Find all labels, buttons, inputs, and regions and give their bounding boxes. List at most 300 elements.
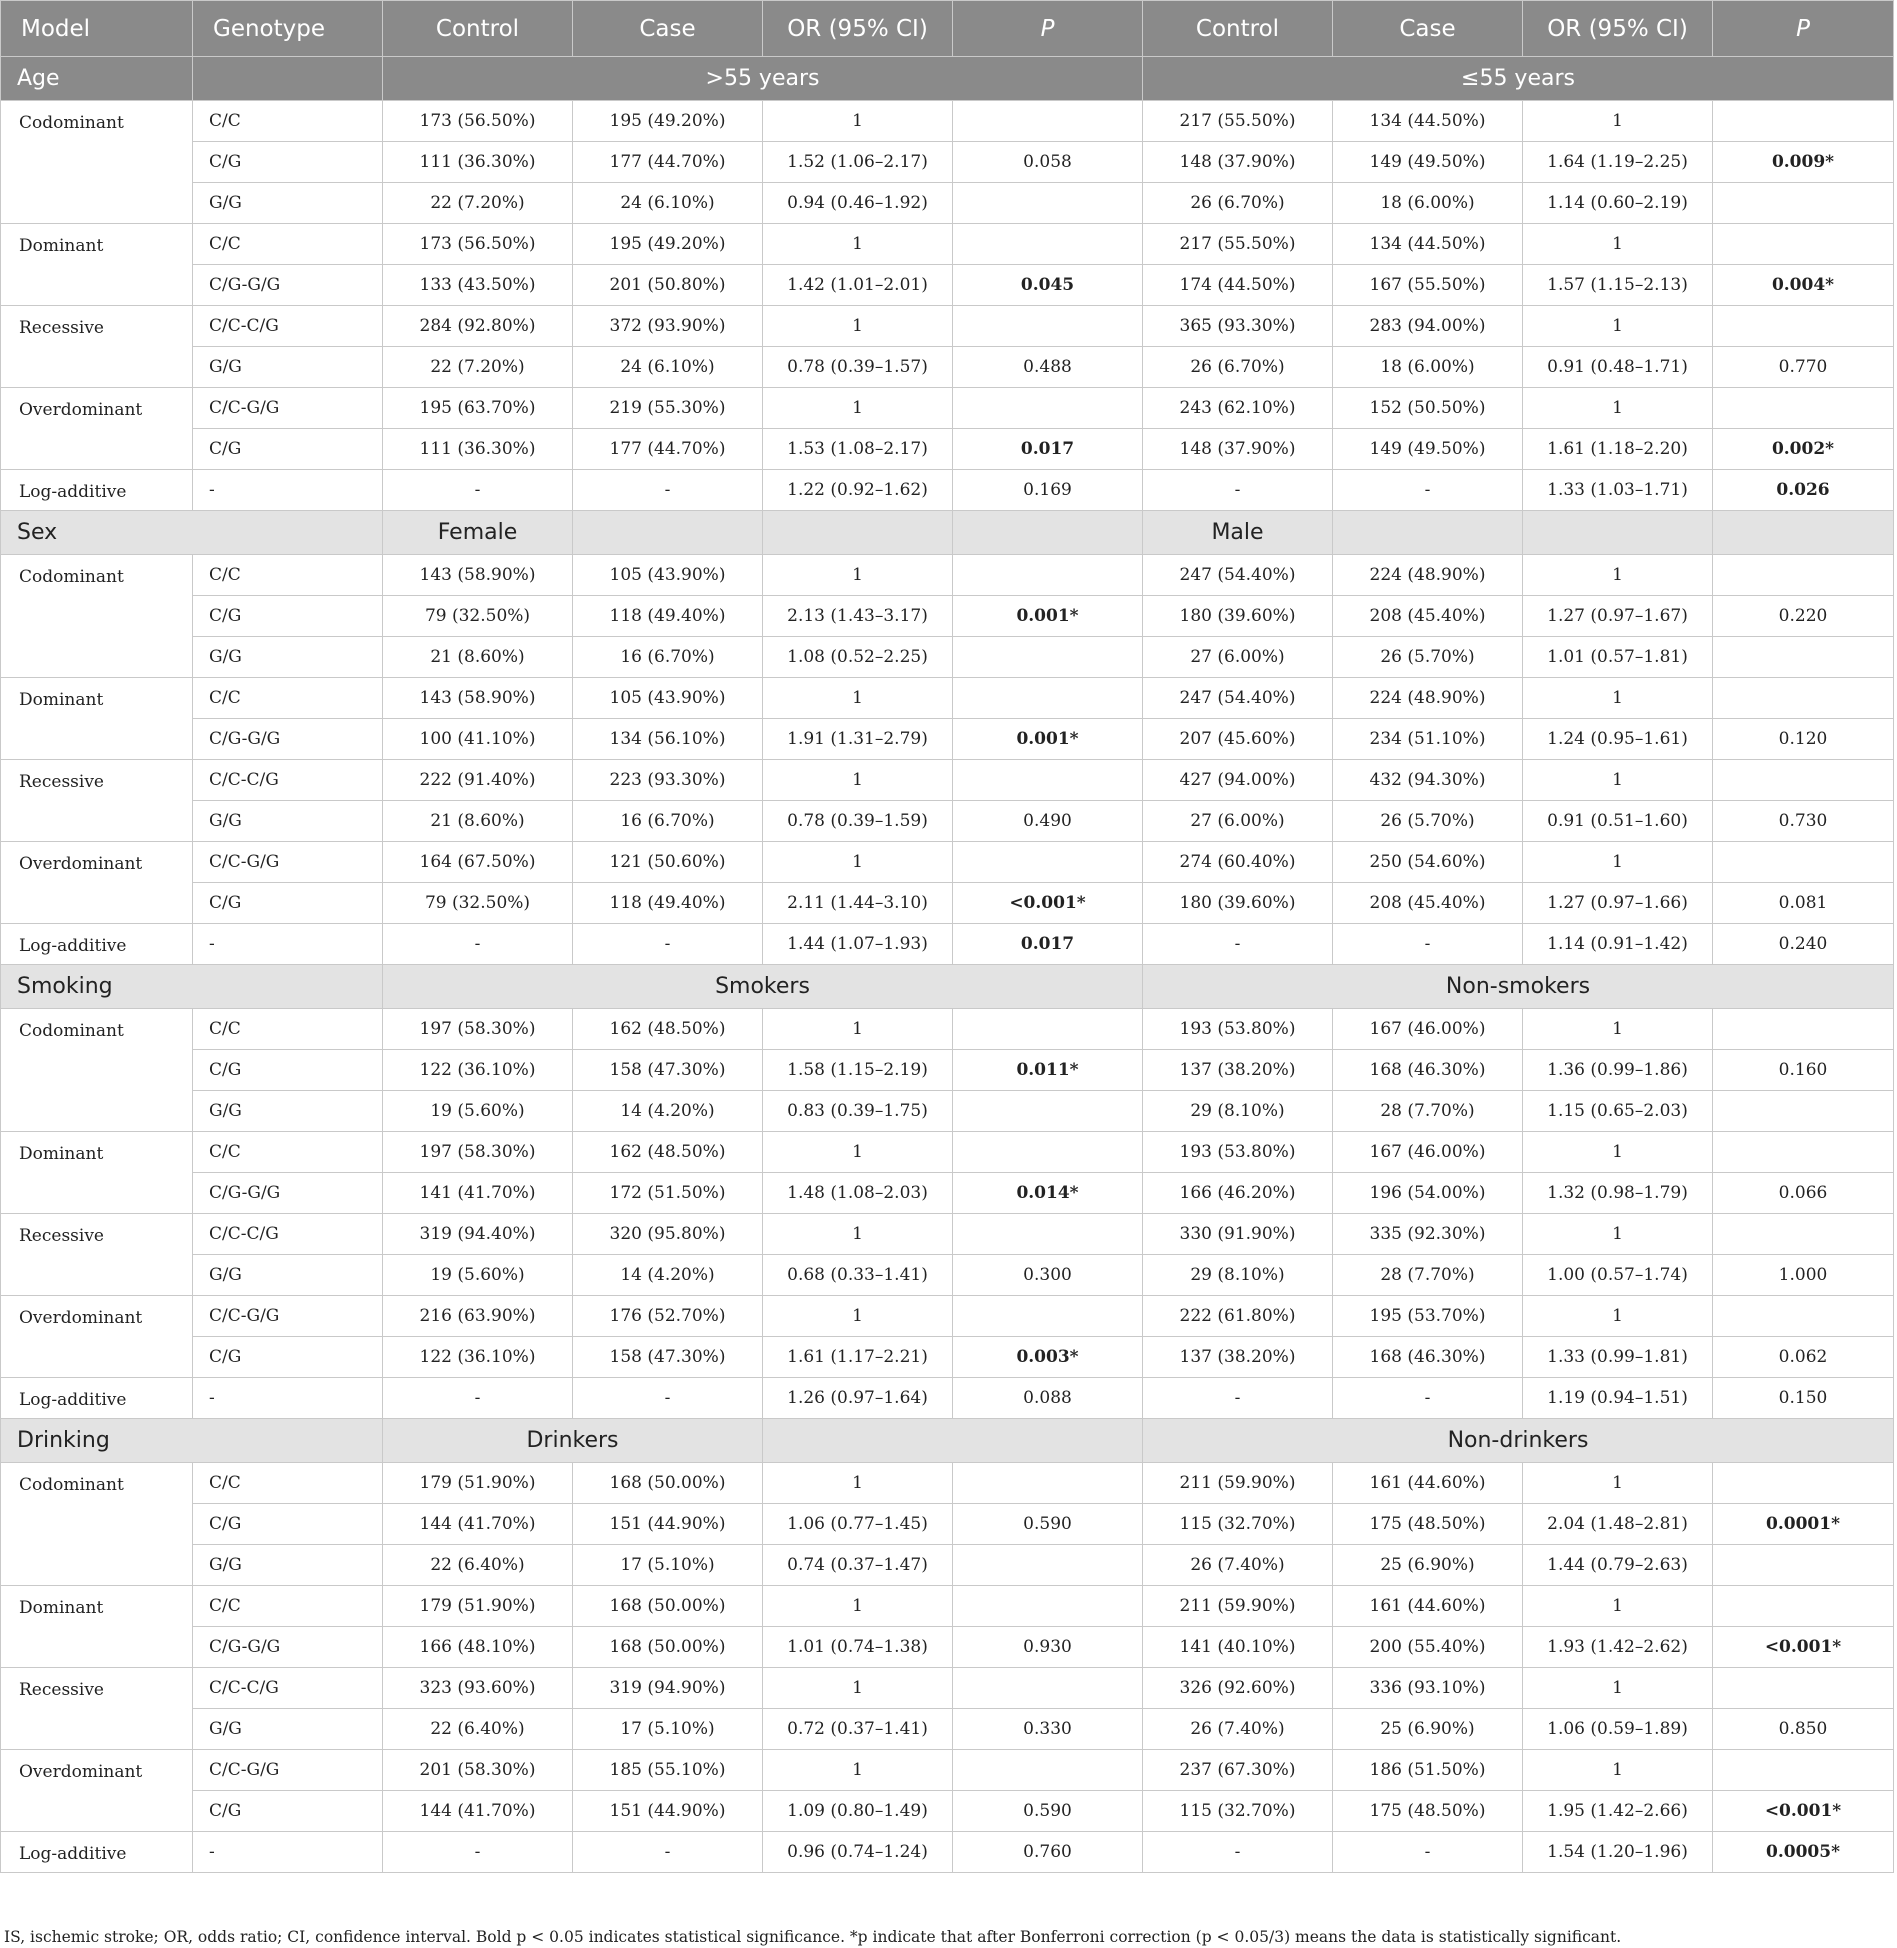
table-row xyxy=(1,470,1894,511)
cell-p-left xyxy=(953,306,1143,347)
header-genotype: Genotype xyxy=(193,1,383,57)
cell-control-left: - xyxy=(383,924,573,965)
cell-control-left: 144 (41.70%) xyxy=(383,1791,573,1832)
cell-or-left: 1 xyxy=(763,388,953,429)
cell-p-right xyxy=(1713,1750,1894,1791)
cell-genotype: C/G xyxy=(193,1050,383,1091)
cell-control-right: 211 (59.90%) xyxy=(1143,1586,1333,1627)
cell-p-right xyxy=(1713,1091,1894,1132)
cell-model: Log-additive xyxy=(1,924,193,965)
table-row xyxy=(1,1750,1894,1791)
header-model: Model xyxy=(1,1,193,57)
cell-p-right: 0.066 xyxy=(1713,1173,1894,1214)
cell-genotype: C/C xyxy=(193,555,383,596)
header-p-left: P xyxy=(953,1,1143,57)
cell-p-left: 0.169 xyxy=(953,470,1143,511)
group-label: Smoking xyxy=(1,965,383,1009)
cell-genotype: C/G-G/G xyxy=(193,1627,383,1668)
table-row xyxy=(1,265,1894,306)
cell-p-left: 0.590 xyxy=(953,1791,1143,1832)
table-row xyxy=(1,1009,1894,1050)
header-case-right: Case xyxy=(1333,1,1523,57)
cell-genotype: C/C xyxy=(193,678,383,719)
cell-genotype: G/G xyxy=(193,1545,383,1586)
cell-control-right: 326 (92.60%) xyxy=(1143,1668,1333,1709)
cell-control-right: 141 (40.10%) xyxy=(1143,1627,1333,1668)
cell-or-left: 1 xyxy=(763,760,953,801)
cell-or-right: 1.00 (0.57–1.74) xyxy=(1523,1255,1713,1296)
cell-genotype: C/G xyxy=(193,429,383,470)
cell-model: Dominant xyxy=(1,678,193,760)
group-right-label: Male xyxy=(1143,511,1333,555)
group-label: Sex xyxy=(1,511,383,555)
cell-model: Dominant xyxy=(1,224,193,306)
table-row xyxy=(1,142,1894,183)
cell-p-right xyxy=(1713,1463,1894,1504)
cell-control-left: 22 (7.20%) xyxy=(383,347,573,388)
cell-model: Overdominant xyxy=(1,1296,193,1378)
cell-case-left: 17 (5.10%) xyxy=(573,1545,763,1586)
cell-control-left: 284 (92.80%) xyxy=(383,306,573,347)
cell-case-right: 167 (46.00%) xyxy=(1333,1132,1523,1173)
cell-or-right: 1.06 (0.59–1.89) xyxy=(1523,1709,1713,1750)
cell-p-left xyxy=(953,388,1143,429)
cell-or-right: 1 xyxy=(1523,101,1713,142)
cell-p-left xyxy=(953,183,1143,224)
group-left-label: Drinkers xyxy=(383,1419,763,1463)
cell-or-left: 0.74 (0.37–1.47) xyxy=(763,1545,953,1586)
cell-p-left: 0.330 xyxy=(953,1709,1143,1750)
cell-genotype: C/G-G/G xyxy=(193,1173,383,1214)
cell-control-right: 330 (91.90%) xyxy=(1143,1214,1333,1255)
cell-genotype: C/C xyxy=(193,1463,383,1504)
cell-genotype: G/G xyxy=(193,1255,383,1296)
cell-model: Codominant xyxy=(1,1463,193,1586)
cell-or-left: 1 xyxy=(763,1132,953,1173)
table-row xyxy=(1,224,1894,265)
cell-case-left: 24 (6.10%) xyxy=(573,183,763,224)
cell-control-left: 173 (56.50%) xyxy=(383,101,573,142)
cell-or-right: 1 xyxy=(1523,678,1713,719)
cell-case-right: 234 (51.10%) xyxy=(1333,719,1523,760)
cell-p-right xyxy=(1713,842,1894,883)
cell-or-right: 1.24 (0.95–1.61) xyxy=(1523,719,1713,760)
cell-case-right: 168 (46.30%) xyxy=(1333,1337,1523,1378)
cell-genotype: C/C xyxy=(193,224,383,265)
table-row xyxy=(1,306,1894,347)
cell-case-right: 134 (44.50%) xyxy=(1333,224,1523,265)
table-row xyxy=(1,1337,1894,1378)
cell-or-left: 1.06 (0.77–1.45) xyxy=(763,1504,953,1545)
cell-p-left xyxy=(953,224,1143,265)
cell-control-right: 26 (6.70%) xyxy=(1143,347,1333,388)
cell-model: Recessive xyxy=(1,1668,193,1750)
cell-p-right: 0.002* xyxy=(1713,429,1894,470)
table-row xyxy=(1,1709,1894,1750)
cell-case-left: 105 (43.90%) xyxy=(573,678,763,719)
cell-model: Log-additive xyxy=(1,1378,193,1419)
table-row xyxy=(1,1504,1894,1545)
cell-or-right: 0.91 (0.48–1.71) xyxy=(1523,347,1713,388)
cell-control-left: 21 (8.60%) xyxy=(383,801,573,842)
cell-control-right: 148 (37.90%) xyxy=(1143,142,1333,183)
cell-p-right xyxy=(1713,637,1894,678)
cell-genotype: C/G xyxy=(193,1337,383,1378)
cell-p-left: 0.488 xyxy=(953,347,1143,388)
cell-or-left: 1 xyxy=(763,1586,953,1627)
cell-p-left xyxy=(953,1091,1143,1132)
cell-case-right: 28 (7.70%) xyxy=(1333,1255,1523,1296)
cell-or-left: 1 xyxy=(763,555,953,596)
cell-or-right: 1.33 (1.03–1.71) xyxy=(1523,470,1713,511)
table-row xyxy=(1,1463,1894,1504)
group-blank xyxy=(1523,511,1713,555)
cell-p-left: 0.011* xyxy=(953,1050,1143,1091)
cell-control-left: - xyxy=(383,470,573,511)
table-row xyxy=(1,1791,1894,1832)
cell-control-right: 29 (8.10%) xyxy=(1143,1255,1333,1296)
cell-case-left: 168 (50.00%) xyxy=(573,1463,763,1504)
cell-control-right: 26 (7.40%) xyxy=(1143,1709,1333,1750)
cell-case-right: 134 (44.50%) xyxy=(1333,101,1523,142)
cell-control-right: 193 (53.80%) xyxy=(1143,1132,1333,1173)
cell-genotype: C/C-C/G xyxy=(193,760,383,801)
cell-or-right: 1 xyxy=(1523,1586,1713,1627)
cell-case-left: - xyxy=(573,470,763,511)
cell-control-right: 207 (45.60%) xyxy=(1143,719,1333,760)
cell-control-left: 319 (94.40%) xyxy=(383,1214,573,1255)
cell-case-right: 283 (94.00%) xyxy=(1333,306,1523,347)
cell-p-left xyxy=(953,1009,1143,1050)
cell-case-left: 185 (55.10%) xyxy=(573,1750,763,1791)
cell-or-right: 1.36 (0.99–1.86) xyxy=(1523,1050,1713,1091)
cell-genotype: C/C-G/G xyxy=(193,842,383,883)
cell-or-right: 2.04 (1.48–2.81) xyxy=(1523,1504,1713,1545)
cell-or-right: 1.01 (0.57–1.81) xyxy=(1523,637,1713,678)
cell-p-right: <0.001* xyxy=(1713,1627,1894,1668)
cell-p-left xyxy=(953,1132,1143,1173)
cell-control-right: 193 (53.80%) xyxy=(1143,1009,1333,1050)
cell-control-left: - xyxy=(383,1378,573,1419)
table-row xyxy=(1,429,1894,470)
cell-control-right: 211 (59.90%) xyxy=(1143,1463,1333,1504)
cell-p-right xyxy=(1713,306,1894,347)
cell-case-right: 196 (54.00%) xyxy=(1333,1173,1523,1214)
cell-genotype: C/G xyxy=(193,1791,383,1832)
cell-control-right: 174 (44.50%) xyxy=(1143,265,1333,306)
table-row xyxy=(1,101,1894,142)
cell-genotype: C/C-G/G xyxy=(193,1750,383,1791)
table-row xyxy=(1,842,1894,883)
table-row xyxy=(1,596,1894,637)
header-case-left: Case xyxy=(573,1,763,57)
cell-control-left: 22 (7.20%) xyxy=(383,183,573,224)
cell-model: Dominant xyxy=(1,1132,193,1214)
cell-control-left: 79 (32.50%) xyxy=(383,883,573,924)
cell-or-left: 1 xyxy=(763,678,953,719)
table-row xyxy=(1,1545,1894,1586)
cell-p-right: 0.160 xyxy=(1713,1050,1894,1091)
cell-case-left: 177 (44.70%) xyxy=(573,142,763,183)
cell-control-left: 164 (67.50%) xyxy=(383,842,573,883)
cell-case-right: 167 (46.00%) xyxy=(1333,1009,1523,1050)
cell-case-left: 151 (44.90%) xyxy=(573,1791,763,1832)
cell-p-left xyxy=(953,637,1143,678)
table-row xyxy=(1,801,1894,842)
cell-control-left: 179 (51.90%) xyxy=(383,1586,573,1627)
cell-case-left: 14 (4.20%) xyxy=(573,1091,763,1132)
cell-p-left xyxy=(953,1296,1143,1337)
cell-or-right: 1 xyxy=(1523,555,1713,596)
cell-case-right: 336 (93.10%) xyxy=(1333,1668,1523,1709)
cell-control-right: 27 (6.00%) xyxy=(1143,637,1333,678)
cell-or-left: 1.08 (0.52–2.25) xyxy=(763,637,953,678)
cell-p-right: 0.240 xyxy=(1713,924,1894,965)
cell-genotype: C/C-C/G xyxy=(193,1668,383,1709)
cell-or-left: 1 xyxy=(763,1009,953,1050)
cell-p-left: 0.058 xyxy=(953,142,1143,183)
cell-case-left: 168 (50.00%) xyxy=(573,1627,763,1668)
cell-control-left: 19 (5.60%) xyxy=(383,1255,573,1296)
cell-genotype: C/C-G/G xyxy=(193,388,383,429)
cell-case-left: 223 (93.30%) xyxy=(573,760,763,801)
group-blank xyxy=(763,1419,1143,1463)
table-row xyxy=(1,883,1894,924)
cell-p-right xyxy=(1713,388,1894,429)
cell-p-right: 0.730 xyxy=(1713,801,1894,842)
table-body xyxy=(1,57,1894,1873)
cell-p-right: 0.150 xyxy=(1713,1378,1894,1419)
cell-p-left xyxy=(953,760,1143,801)
cell-or-left: 0.94 (0.46–1.92) xyxy=(763,183,953,224)
cell-p-right: 0.0001* xyxy=(1713,1504,1894,1545)
cell-control-right: 26 (7.40%) xyxy=(1143,1545,1333,1586)
cell-case-right: 152 (50.50%) xyxy=(1333,388,1523,429)
cell-case-right: - xyxy=(1333,1378,1523,1419)
cell-control-left: 122 (36.10%) xyxy=(383,1337,573,1378)
cell-control-right: 115 (32.70%) xyxy=(1143,1791,1333,1832)
cell-or-right: 1.14 (0.91–1.42) xyxy=(1523,924,1713,965)
cell-control-right: 27 (6.00%) xyxy=(1143,801,1333,842)
cell-or-right: 1 xyxy=(1523,306,1713,347)
table-footnote: IS, ischemic stroke; OR, odds ratio; CI, confidence interval. Bold p < 0.05 indicates statistical significance. *p indicate that after Bonferroni correction (p < 0.05/3) means the data is statistically significant. xyxy=(4,1928,1622,1946)
group-right-label: Non-drinkers xyxy=(1143,1419,1894,1463)
cell-case-right: - xyxy=(1333,470,1523,511)
cell-genotype: - xyxy=(193,1378,383,1419)
cell-or-left: 1.09 (0.80–1.49) xyxy=(763,1791,953,1832)
cell-genotype: G/G xyxy=(193,801,383,842)
cell-control-left: 141 (41.70%) xyxy=(383,1173,573,1214)
header-control-left: Control xyxy=(383,1,573,57)
cell-p-left: 0.760 xyxy=(953,1832,1143,1873)
cell-or-left: 0.83 (0.39–1.75) xyxy=(763,1091,953,1132)
cell-p-right xyxy=(1713,555,1894,596)
cell-case-left: - xyxy=(573,924,763,965)
cell-case-right: 175 (48.50%) xyxy=(1333,1791,1523,1832)
cell-or-left: 1.01 (0.74–1.38) xyxy=(763,1627,953,1668)
cell-case-right: 208 (45.40%) xyxy=(1333,596,1523,637)
cell-control-right: 148 (37.90%) xyxy=(1143,429,1333,470)
cell-control-left: 201 (58.30%) xyxy=(383,1750,573,1791)
cell-control-left: 143 (58.90%) xyxy=(383,555,573,596)
cell-control-left: 19 (5.60%) xyxy=(383,1091,573,1132)
cell-case-left: - xyxy=(573,1378,763,1419)
group-left-label: Female xyxy=(383,511,573,555)
group-blank xyxy=(193,57,383,101)
cell-or-left: 1.61 (1.17–2.21) xyxy=(763,1337,953,1378)
cell-control-right: - xyxy=(1143,470,1333,511)
cell-or-left: 1.52 (1.06–2.17) xyxy=(763,142,953,183)
cell-case-left: 24 (6.10%) xyxy=(573,347,763,388)
cell-case-left: 195 (49.20%) xyxy=(573,101,763,142)
cell-p-right: <0.001* xyxy=(1713,1791,1894,1832)
group-blank xyxy=(1333,511,1523,555)
cell-case-right: 168 (46.30%) xyxy=(1333,1050,1523,1091)
cell-or-right: 1.44 (0.79–2.63) xyxy=(1523,1545,1713,1586)
cell-genotype: C/C-C/G xyxy=(193,1214,383,1255)
cell-case-left: 14 (4.20%) xyxy=(573,1255,763,1296)
cell-or-left: 1.48 (1.08–2.03) xyxy=(763,1173,953,1214)
cell-case-right: - xyxy=(1333,1832,1523,1873)
cell-p-right xyxy=(1713,183,1894,224)
cell-or-left: 1 xyxy=(763,1214,953,1255)
table-row xyxy=(1,760,1894,801)
cell-p-left xyxy=(953,1586,1143,1627)
cell-case-left: 158 (47.30%) xyxy=(573,1050,763,1091)
cell-or-right: 1 xyxy=(1523,1463,1713,1504)
cell-case-left: 320 (95.80%) xyxy=(573,1214,763,1255)
table-row xyxy=(1,1214,1894,1255)
cell-case-left: 118 (49.40%) xyxy=(573,883,763,924)
cell-control-left: 197 (58.30%) xyxy=(383,1009,573,1050)
cell-p-right: 0.062 xyxy=(1713,1337,1894,1378)
table-row xyxy=(1,924,1894,965)
cell-or-left: 2.13 (1.43–3.17) xyxy=(763,596,953,637)
cell-or-right: 1.57 (1.15–2.13) xyxy=(1523,265,1713,306)
cell-case-right: 149 (49.50%) xyxy=(1333,142,1523,183)
cell-or-left: 1.42 (1.01–2.01) xyxy=(763,265,953,306)
cell-model: Codominant xyxy=(1,101,193,224)
cell-p-left: 0.001* xyxy=(953,719,1143,760)
cell-case-right: 250 (54.60%) xyxy=(1333,842,1523,883)
cell-control-right: 180 (39.60%) xyxy=(1143,883,1333,924)
cell-case-right: 25 (6.90%) xyxy=(1333,1709,1523,1750)
cell-genotype: C/C xyxy=(193,1132,383,1173)
cell-case-right: 167 (55.50%) xyxy=(1333,265,1523,306)
cell-control-right: 217 (55.50%) xyxy=(1143,101,1333,142)
cell-control-right: 365 (93.30%) xyxy=(1143,306,1333,347)
cell-case-left: 134 (56.10%) xyxy=(573,719,763,760)
cell-model: Recessive xyxy=(1,306,193,388)
table-row xyxy=(1,388,1894,429)
table-row xyxy=(1,637,1894,678)
cell-p-right xyxy=(1713,760,1894,801)
cell-control-left: - xyxy=(383,1832,573,1873)
cell-control-right: 247 (54.40%) xyxy=(1143,555,1333,596)
cell-control-left: 22 (6.40%) xyxy=(383,1545,573,1586)
cell-p-right: 0.026 xyxy=(1713,470,1894,511)
cell-or-right: 1.93 (1.42–2.62) xyxy=(1523,1627,1713,1668)
table-row xyxy=(1,1132,1894,1173)
cell-case-right: - xyxy=(1333,924,1523,965)
cell-p-right: 0.081 xyxy=(1713,883,1894,924)
cell-or-right: 1.54 (1.20–1.96) xyxy=(1523,1832,1713,1873)
table-row xyxy=(1,1050,1894,1091)
cell-genotype: C/C-G/G xyxy=(193,1296,383,1337)
cell-control-right: 274 (60.40%) xyxy=(1143,842,1333,883)
cell-case-right: 149 (49.50%) xyxy=(1333,429,1523,470)
cell-genotype: C/C-C/G xyxy=(193,306,383,347)
table-row xyxy=(1,1586,1894,1627)
table-row xyxy=(1,1832,1894,1873)
cell-or-left: 1.53 (1.08–2.17) xyxy=(763,429,953,470)
cell-or-left: 2.11 (1.44–3.10) xyxy=(763,883,953,924)
cell-control-right: 247 (54.40%) xyxy=(1143,678,1333,719)
cell-control-right: 427 (94.00%) xyxy=(1143,760,1333,801)
cell-p-right xyxy=(1713,1296,1894,1337)
cell-or-left: 1 xyxy=(763,1750,953,1791)
cell-or-left: 1.26 (0.97–1.64) xyxy=(763,1378,953,1419)
cell-control-right: 166 (46.20%) xyxy=(1143,1173,1333,1214)
cell-control-right: 180 (39.60%) xyxy=(1143,596,1333,637)
cell-or-right: 1.64 (1.19–2.25) xyxy=(1523,142,1713,183)
cell-p-right: 0.009* xyxy=(1713,142,1894,183)
group-row-sex xyxy=(1,511,1894,555)
cell-or-right: 1.95 (1.42–2.66) xyxy=(1523,1791,1713,1832)
cell-or-right: 1.32 (0.98–1.79) xyxy=(1523,1173,1713,1214)
cell-model: Codominant xyxy=(1,555,193,678)
table-row xyxy=(1,1296,1894,1337)
cell-case-right: 25 (6.90%) xyxy=(1333,1545,1523,1586)
group-blank xyxy=(1713,511,1894,555)
cell-case-left: 195 (49.20%) xyxy=(573,224,763,265)
header-p-right: P xyxy=(1713,1,1894,57)
cell-p-left: 0.014* xyxy=(953,1173,1143,1214)
cell-genotype: C/G xyxy=(193,883,383,924)
cell-p-left xyxy=(953,1668,1143,1709)
cell-p-left xyxy=(953,1750,1143,1791)
group-left-label: Smokers xyxy=(383,965,1143,1009)
cell-p-left xyxy=(953,555,1143,596)
cell-case-right: 224 (48.90%) xyxy=(1333,555,1523,596)
cell-p-left: 0.017 xyxy=(953,429,1143,470)
cell-case-right: 186 (51.50%) xyxy=(1333,1750,1523,1791)
group-blank xyxy=(763,511,953,555)
cell-p-right xyxy=(1713,1214,1894,1255)
cell-genotype: G/G xyxy=(193,347,383,388)
cell-or-left: 1 xyxy=(763,224,953,265)
table-row xyxy=(1,555,1894,596)
cell-control-left: 79 (32.50%) xyxy=(383,596,573,637)
cell-or-left: 1.91 (1.31–2.79) xyxy=(763,719,953,760)
cell-control-left: 111 (36.30%) xyxy=(383,142,573,183)
cell-or-right: 1.33 (0.99–1.81) xyxy=(1523,1337,1713,1378)
cell-case-right: 26 (5.70%) xyxy=(1333,637,1523,678)
cell-case-right: 195 (53.70%) xyxy=(1333,1296,1523,1337)
cell-or-left: 0.78 (0.39–1.57) xyxy=(763,347,953,388)
cell-control-right: - xyxy=(1143,1378,1333,1419)
cell-p-left: 0.045 xyxy=(953,265,1143,306)
cell-control-left: 222 (91.40%) xyxy=(383,760,573,801)
cell-or-left: 1 xyxy=(763,1463,953,1504)
cell-p-left: 0.590 xyxy=(953,1504,1143,1545)
cell-genotype: C/C xyxy=(193,1009,383,1050)
table-row xyxy=(1,1378,1894,1419)
cell-control-right: - xyxy=(1143,924,1333,965)
cell-or-left: 1 xyxy=(763,1668,953,1709)
cell-case-right: 208 (45.40%) xyxy=(1333,883,1523,924)
cell-genotype: - xyxy=(193,924,383,965)
